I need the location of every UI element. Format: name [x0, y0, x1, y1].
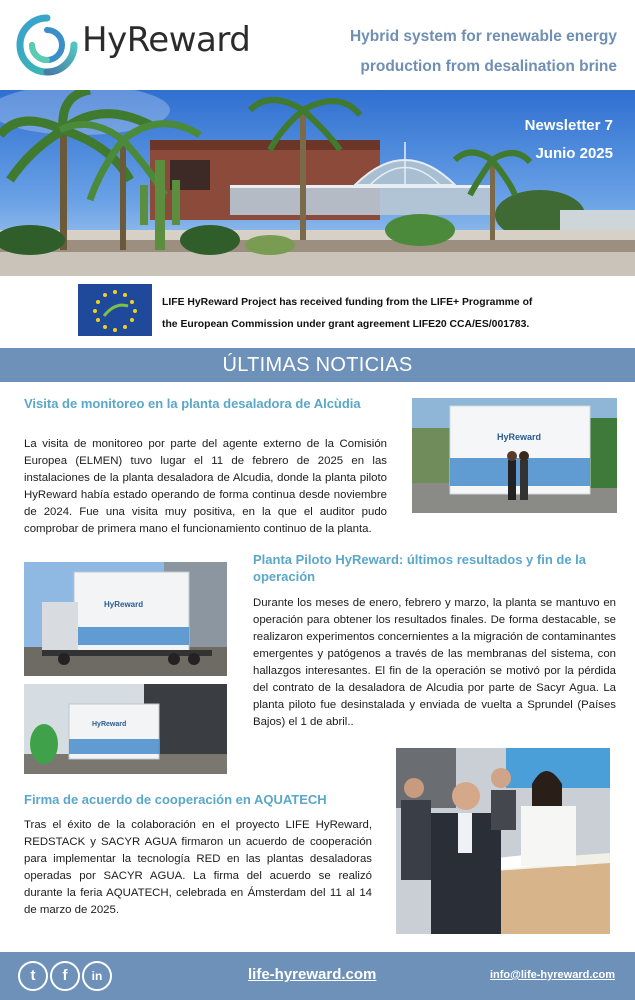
footer	[0, 952, 635, 1000]
newsletter-number: Newsletter 7	[524, 117, 613, 134]
email-link[interactable]: info@life-hyreward.com	[489, 969, 615, 981]
svg-text:HyReward: HyReward	[497, 432, 542, 442]
aquatech-signing-photo	[396, 748, 610, 934]
header	[0, 0, 635, 90]
article-2-body: Durante los meses de enero, febrero y marzo, la planta se mantuvo en operación para obtener los resultados finales. De forma destacable, se realizaron experimentos concernientes a la migración de contaminantes emergentes y patógenos a través de las membranas del sistema, con hallazgos interesantes. El fin de la operación se motivó por la pérdida del contrato de la desaladora de Alcudia por parte de Sacyr Agua. La planta piloto fue desinstalada y enviada de vuelta a Sprundel (Países Bajos) el 1 de abril..	[253, 597, 616, 728]
newsletter-date: Junio 2025	[535, 145, 613, 162]
logo-text: HyReward	[82, 20, 251, 60]
funding-notice	[0, 276, 635, 348]
funding-line-2: the European Commission under grant agreement LIFE20 CCA/ES/001783.	[162, 319, 530, 330]
article-2-title: Planta Piloto HyReward: últimos resultados y fin de la operación	[253, 552, 587, 584]
funding-text	[162, 292, 602, 336]
article-1-body: La visita de monitoreo por parte del agente externo de la Comisión Europea (ELMEN) tuvo lugar el 11 de febrero de 2025 en las instalaciones de la planta desaladora de Alcudia, donde la planta piloto HyReward había estado operando de forma continua desde noviembre de 2024. Fue una visita muy positiva, en la que el auditor pudo comprobar de primera mano el funcionamiento continuo de la planta.	[24, 438, 387, 535]
funding-line-1: LIFE HyReward Project has received funding from the LIFE+ Programme of	[162, 297, 533, 308]
newsletter-info	[525, 112, 613, 168]
section-title: ÚLTIMAS NOTICIAS	[0, 348, 635, 382]
article-3-body: Tras el éxito de la colaboración en el proyecto LIFE HyReward, REDSTACK y SACYR AGUA firmaron un acuerdo de cooperación para implementar la tecnología RED en las plantas desaladoras operadas por SACYR AGUA. La firma del acuerdo se realizó durante la feria AQUATECH, celebrada en Ámsterdam del 11 al 14 de marzo de 2025.	[24, 819, 372, 916]
pilot-container-photo-2	[24, 684, 227, 774]
hero-image	[0, 90, 635, 276]
tagline-line-2: production from desalination brine	[360, 58, 617, 75]
website-link[interactable]: life-hyreward.com	[248, 966, 377, 983]
tagline-line-1: Hybrid system for renewable energy	[349, 28, 617, 45]
svg-text:HyReward: HyReward	[92, 721, 127, 728]
article-3-title: Firma de acuerdo de cooperación en AQUATECH	[24, 792, 327, 807]
pilot-container-photo-1	[24, 562, 227, 676]
linkedin-icon[interactable]: in	[82, 961, 112, 991]
svg-text:HyReward: HyReward	[104, 600, 144, 609]
life-programme-logo-icon	[78, 284, 152, 336]
tagline	[317, 22, 617, 82]
article-1-title: Visita de monitoreo en la planta desaladora de Alcùdia	[24, 396, 361, 411]
twitter-icon[interactable]: t	[18, 961, 48, 991]
facebook-icon[interactable]: f	[50, 961, 80, 991]
monitoring-visit-photo	[412, 398, 617, 513]
